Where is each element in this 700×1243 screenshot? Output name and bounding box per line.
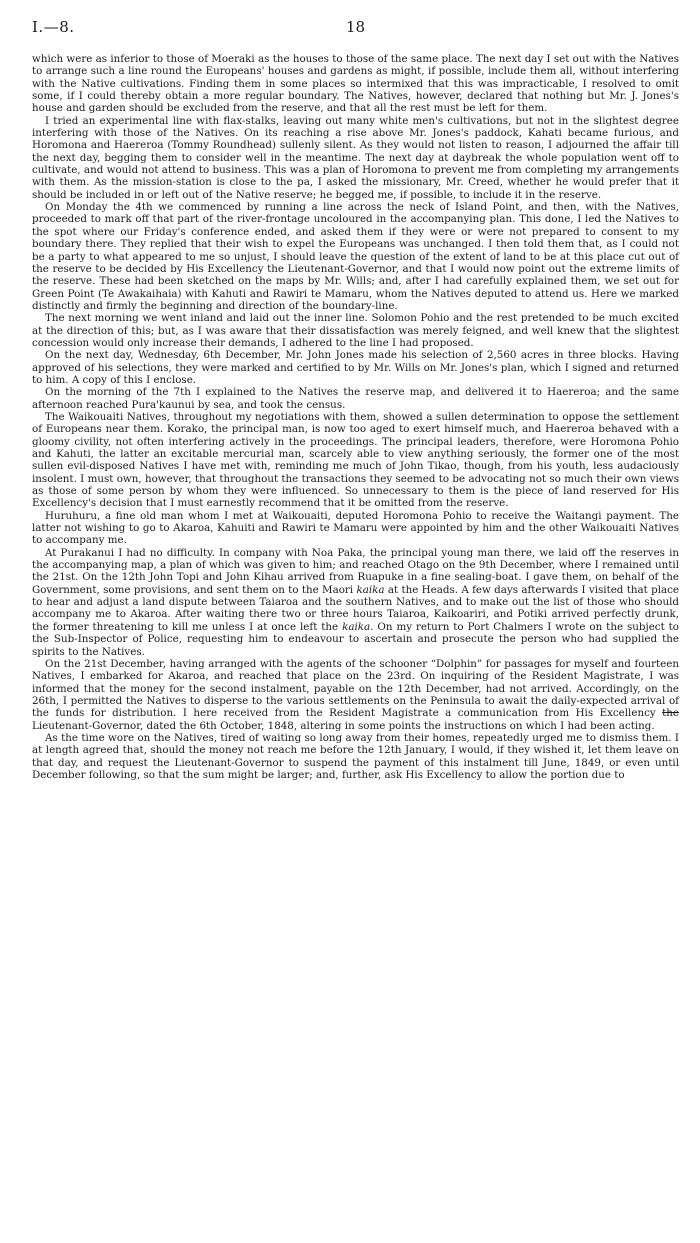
- paragraph-text: I tried an experimental line with flax-stalks, leaving out many white men's cultivations, but not in the slightest degree interfering with those of the Natives. On its reaching a rise above Mr. Jones's paddock, Kahati became furious, and Horomona and Haereroa (Tommy Roundhead) sullenly silent. As they would not listen to reason, I adjourned the affair till the next day, begging them to consider well in the meantime. The next day at daybreak the whole population went off to cultivate, and would not attend to business. This was a plan of Horomona to prevent me from completing my arrangements with them. As the mission-station is close to the pa, I asked the missionary, Mr. Creed, whether he would prefer that it should be included in or left out of the Native reserve; he begged me, if possible, to include it in the reserve.: [32, 114, 679, 201]
- paragraph: [32, 732, 679, 781]
- paragraph: [32, 411, 679, 510]
- paragraph-text: The next morning we went inland and laid out the inner line. Solomon Pohio and the rest pretended to be much excited at the direction of this; but, as I was aware that their dissatisfaction was merely feigned, and well knew that the slightest concession would only increase their demands, I adhered to the line I had proposed.: [32, 312, 679, 349]
- italic-term: kaika: [356, 583, 385, 596]
- paragraph: [32, 349, 679, 386]
- page-number: 18: [345, 18, 366, 36]
- paragraph: [32, 658, 679, 732]
- document-reference: I.—8.: [32, 18, 75, 36]
- italic-term: kaika: [342, 620, 371, 633]
- paragraph: [32, 115, 679, 201]
- paragraph: [32, 201, 679, 312]
- paragraph: [32, 386, 679, 411]
- paragraph-text: The Waikouaiti Natives, throughout my negotiations with them, showed a sullen determination to oppose the settlement of Europeans near them. Korako, the principal man, is now too aged to exert himself much, and Haereroa behaved with a gloomy civility, not often interfering actively in the proceedings. The principal leaders, therefore, were Horomona Pohio and Kahuti, the latter an excitable mercurial man, scarcely able to view anything seriously, the former one of the most sullen evil-disposed Natives I have met with, reminding me much of John Tikao, though, from his youth, less audaciously insolent. I must own, however, that throughout the transactions they seemed to be advocating not so much their own views as those of some person by whom they were influenced. So unnecessary to them is the piece of land reserved for His Excellency's decision that I must earnestly recommend that it be omitted from the reserve.: [32, 410, 679, 510]
- paragraph: [32, 510, 679, 547]
- body-text: [32, 53, 679, 781]
- paragraph-text: Lieutenant-Governor, dated the 6th October, 1848, altering in some points the instructions on which I had been acting.: [32, 719, 655, 732]
- paragraph-text: On the 21st December, having arranged with the agents of the schooner “Dolphin” for passages for myself and fourteen Natives, I embarked for Akaroa, and reached that place on the 23rd. On inquiring of the Resident Magistrate, I was informed that the money for the second instalment, payable on the 12th December, had not arrived. Accordingly, on the 26th, I permitted the Natives to disperse to the various settlements on the Peninsula to await the daily-expected arrival of the funds for distribution. I here received from the Resident Magistrate a communication from His Excellency: [32, 657, 679, 720]
- struck-word: the: [662, 707, 679, 720]
- paragraph-text: On the next day, Wednesday, 6th December, Mr. John Jones made his selection of 2,560 acres in three blocks. Having approved of his selections, they were marked and certified to by Mr. Wills on Mr. Jones's plan, which I signed and returned to him. A copy of this I enclose.: [32, 349, 679, 386]
- paragraph-text: At Purakanui I had no difficulty. In company with Noa Paka, the principal young man there, we laid off the reserves in the accompanying map, a plan of which was given to him; and reached Otago on the 9th December, where I remained until the 21st. On the 12th John Topi and John Kihau arrived from Ruapuke in a fine sealing-boat. I gave them, on behalf of the Government, some provisions, and sent them on to the Maori: [32, 546, 679, 596]
- paragraph-text: which were as inferior to those of Moeraki as the houses to those of the same place. The next day I set out with the Natives to arrange such a line round the Europeans' houses and gardens as might, if possible, include them all, without interfering with the Native cultivations. Finding them in some places so intermixed that this was impracticable, I resolved to omit some, if I could thereby obtain a more regular boundary. The Natives, however, declared that nothing but Mr. J. Jones's house and garden should be excluded from the reserve, and that all the rest must be left for them.: [32, 53, 679, 115]
- paragraph: [32, 53, 679, 115]
- paragraph-text: at the Heads. A few days afterwards I visited that place to hear and adjust a land dispute between Taiaroa and the southern Natives, and to make out the list of those who should accompany me to Akaroa. After waiting there two or three hours Taiaroa, Kaikoariri, and Potiki arrived perfectly drunk, the former threatening to kill me unless I at once left the: [32, 583, 679, 633]
- page-header: [32, 18, 679, 44]
- paragraph-text: On Monday the 4th we commenced by running a line across the neck of Island Point, and then, with the Natives, proceeded to mark off that part of the river-frontage uncoloured in the accompanying plan. This done, I led the Natives to the spot where our Friday's conference ended, and asked them if they were or were not prepared to consent to my boundary there. They replied that their wish to expel the Europeans was unchanged. I then told them that, as I could not be a party to what appeared to me so unjust, I should leave the question of the extent of land to be at this place cut out of the reserve to be decided by His Excellency the Lieutenant-Governor, and that I would now point out the extreme limits of the reserve. These had been sketched on the maps by Mr. Wills; and, after I had carefully explained them, we set out for Green Point (Te Awakaihaia) with Kahuti and Rawiri te Mamaru, whom the Natives deputed to attend us. Here we marked distinctly and firmly the beginning and direction of the boundary-line.: [32, 201, 679, 312]
- paragraph-text: Huruhuru, a fine old man whom I met at Waikouaiti, deputed Horomona Pohio to receive the Waitangi payment. The latter not wishing to go to Akaroa, Kahuiti and Rawiri te Mamaru were appointed by him and the other Waikouaiti Natives to accompany me.: [32, 509, 679, 547]
- paragraph: [32, 547, 679, 658]
- paragraph-text: As the time wore on the Natives, tired of waiting so long away from their homes, repeatedly urged me to dismiss them. I at length agreed that, should the money not reach me before the 12th January, I would, if they wished it, let them leave on that day, and request the Lieutenant-Governor to suspend the payment of this instalment till June, 1849, or even until December following, so that the sum might be larger; and, further, ask His Excellency to allow the portion due to: [32, 731, 679, 781]
- paragraph: [32, 312, 679, 349]
- paragraph-text: . On my return to Port Chalmers I wrote on the subject to the Sub-Inspector of Police, requesting him to endeavour to ascertain and prosecute the person who had supplied the spirits to the Natives.: [32, 620, 679, 658]
- document-page: [32, 18, 679, 781]
- paragraph-text: On the morning of the 7th I explained to the Natives the reserve map, and delivered it to Haereroa; and the same afternoon reached Pura'kaunui by sea, and took the census.: [32, 386, 679, 411]
